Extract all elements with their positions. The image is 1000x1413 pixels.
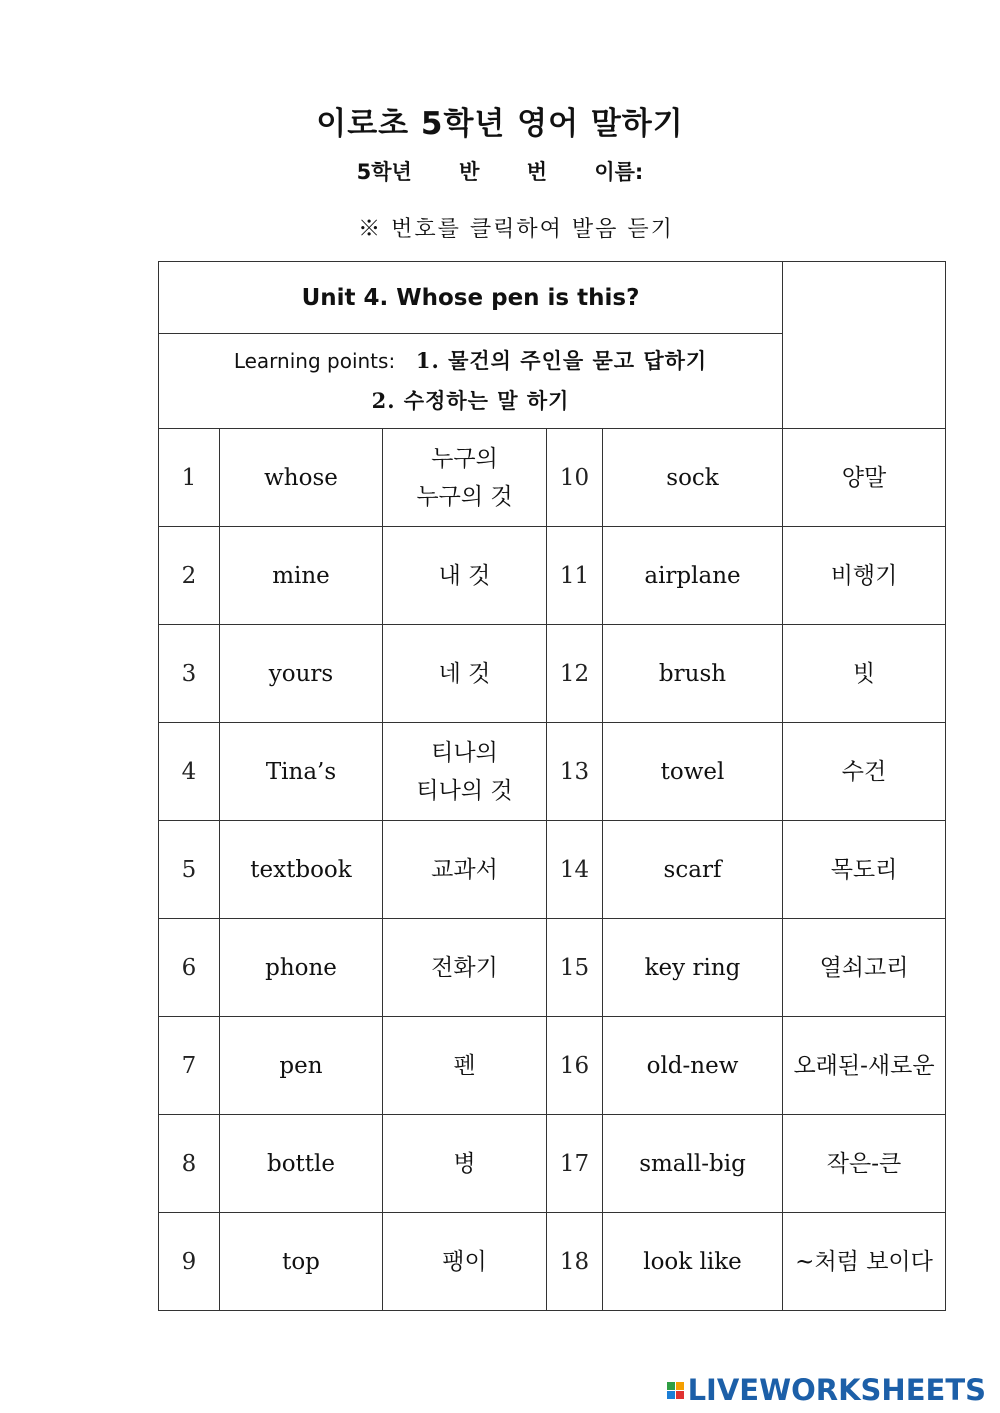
word-korean: 목도리 (783, 821, 946, 919)
word-english: Tina’s (220, 723, 383, 821)
vocab-row (159, 821, 946, 919)
word-english: towel (603, 723, 783, 821)
word-korean-line: 교과서 (431, 856, 498, 883)
vocab-table (158, 261, 946, 1311)
word-korean: 수건 (783, 723, 946, 821)
word-number[interactable]: 2 (159, 527, 220, 625)
word-korean (383, 821, 547, 919)
vocab-row (159, 1213, 946, 1311)
word-number[interactable]: 8 (159, 1115, 220, 1213)
word-korean (383, 429, 547, 527)
liveworksheets-logo-icon (667, 1382, 684, 1399)
learning-point-2: 2. 수정하는 말 하기 (371, 388, 570, 413)
word-korean: 양말 (783, 429, 946, 527)
word-number[interactable]: 7 (159, 1017, 220, 1115)
vocab-row (159, 1115, 946, 1213)
word-english: whose (220, 429, 383, 527)
brand-name: LIVEWORKSHEETS (687, 1373, 986, 1407)
word-korean-line: 네 것 (438, 660, 491, 687)
learning-point-1: 1. 물건의 주인을 묻고 답하기 (415, 348, 708, 373)
word-number[interactable]: 9 (159, 1213, 220, 1311)
word-english: sock (603, 429, 783, 527)
word-korean-line: 티나의 (431, 739, 498, 766)
word-number[interactable]: 1 (159, 429, 220, 527)
word-korean: ~처럼 보이다 (783, 1213, 946, 1311)
word-korean: 빗 (783, 625, 946, 723)
liveworksheets-logo (667, 1373, 986, 1407)
word-number[interactable]: 14 (547, 821, 603, 919)
number-label: 번 (526, 160, 548, 184)
word-english: small-big (603, 1115, 783, 1213)
vocab-row (159, 723, 946, 821)
vocab-row (159, 527, 946, 625)
word-korean-line: 펜 (453, 1052, 476, 1079)
word-english: airplane (603, 527, 783, 625)
word-number[interactable]: 10 (547, 429, 603, 527)
grade-label: 5학년 (356, 160, 412, 184)
word-number[interactable]: 13 (547, 723, 603, 821)
word-number[interactable]: 6 (159, 919, 220, 1017)
word-korean: 비행기 (783, 527, 946, 625)
student-info-line (0, 156, 1000, 186)
word-english: old-new (603, 1017, 783, 1115)
learning-points (159, 334, 783, 429)
vocab-row (159, 625, 946, 723)
unit-title: Unit 4. Whose pen is this? (159, 262, 783, 334)
word-english: brush (603, 625, 783, 723)
word-korean: 오래된-새로운 (783, 1017, 946, 1115)
word-number[interactable]: 16 (547, 1017, 603, 1115)
word-english: top (220, 1213, 383, 1311)
vocab-row (159, 429, 946, 527)
word-number[interactable]: 15 (547, 919, 603, 1017)
word-korean (383, 1115, 547, 1213)
word-english: bottle (220, 1115, 383, 1213)
name-label: 이름: (594, 160, 644, 184)
word-number[interactable]: 17 (547, 1115, 603, 1213)
vocab-row (159, 1017, 946, 1115)
word-korean (383, 625, 547, 723)
word-number[interactable]: 4 (159, 723, 220, 821)
word-korean-line: 누구의 것 (416, 483, 513, 510)
word-english: look like (603, 1213, 783, 1311)
word-korean (383, 723, 547, 821)
word-korean: 작은-큰 (783, 1115, 946, 1213)
word-english: key ring (603, 919, 783, 1017)
word-number[interactable]: 12 (547, 625, 603, 723)
class-label: 반 (459, 160, 480, 184)
word-korean (383, 1017, 547, 1115)
vocab-row (159, 919, 946, 1017)
word-number[interactable]: 5 (159, 821, 220, 919)
word-korean: 열쇠고리 (783, 919, 946, 1017)
word-korean-line: 팽이 (442, 1248, 487, 1275)
word-english: scarf (603, 821, 783, 919)
learning-points-label: Learning points: (233, 349, 396, 373)
word-korean (383, 1213, 547, 1311)
word-number[interactable]: 18 (547, 1213, 603, 1311)
word-korean-line: 티나의 것 (416, 777, 513, 804)
word-korean-line: 병 (453, 1150, 476, 1177)
instruction-note: ※ 번호를 클릭하여 발음 듣기 (358, 217, 674, 242)
word-english: yours (220, 625, 383, 723)
word-english: pen (220, 1017, 383, 1115)
word-number[interactable]: 11 (547, 527, 603, 625)
blank-corner-cell (783, 262, 946, 429)
word-korean-line: 전화기 (431, 954, 498, 981)
word-korean-line: 내 것 (438, 562, 491, 589)
word-english: mine (220, 527, 383, 625)
word-korean (383, 919, 547, 1017)
word-english: phone (220, 919, 383, 1017)
word-number[interactable]: 3 (159, 625, 220, 723)
word-korean (383, 527, 547, 625)
word-english: textbook (220, 821, 383, 919)
page-title: 이로초 5학년 영어 말하기 (316, 106, 684, 142)
word-korean-line: 누구의 (431, 445, 498, 472)
